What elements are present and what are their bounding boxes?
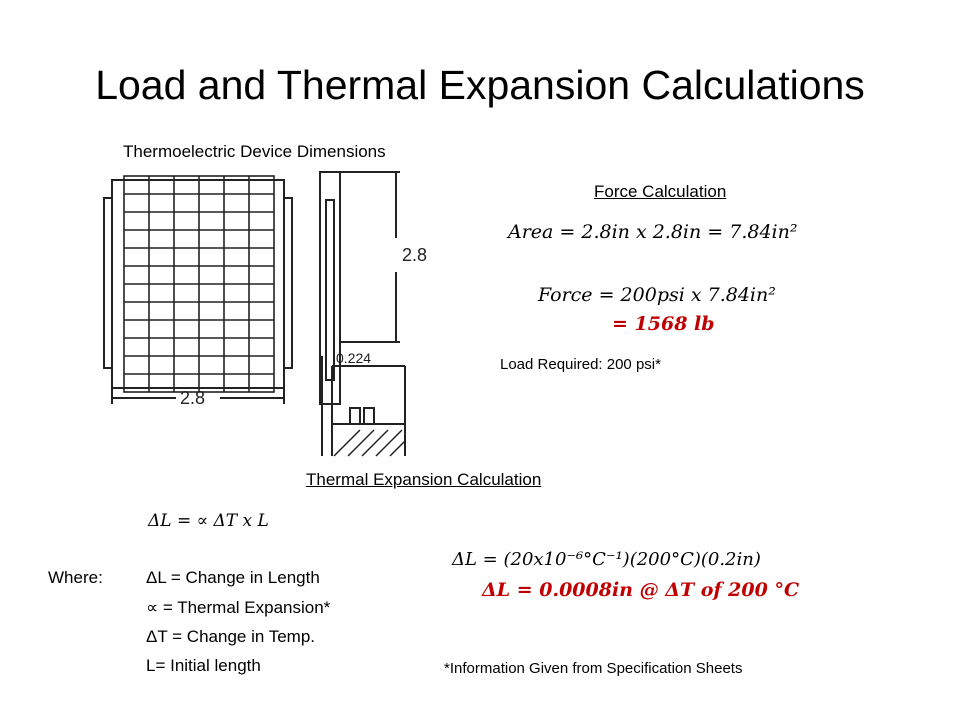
- device-dimensions-drawing: [100, 160, 445, 460]
- thermal-calc-equation: ΔL = (20x10⁻⁶°C⁻¹)(200°C)(0.2in): [452, 549, 761, 570]
- thickness-dimension-label: 0.224: [336, 350, 372, 366]
- height-dimension-label: 2.8: [402, 245, 428, 265]
- front-view-cell-grid: [124, 176, 274, 392]
- where-label: Where:: [48, 568, 103, 587]
- force-calc-heading: Force Calculation: [594, 182, 727, 201]
- footnote: *Information Given from Specification Sheets: [444, 660, 743, 677]
- load-required-note: Load Required: 200 psi*: [500, 356, 661, 373]
- thermal-calc-result: ΔL = 0.0008in @ ΔT of 200 °C: [482, 579, 800, 601]
- side-view-slot: [326, 200, 334, 380]
- slide-title: Load and Thermal Expansion Calculations: [95, 62, 865, 108]
- area-equation: Area = 2.8in x 2.8in = 7.84in²: [508, 221, 798, 243]
- definition-length: L= Initial length: [146, 656, 261, 675]
- front-view-left-flange: [104, 198, 112, 368]
- force-result: = 1568 lb: [612, 313, 715, 335]
- definition-delta-t: ΔT = Change in Temp.: [146, 627, 316, 646]
- front-view-right-flange: [284, 198, 292, 368]
- definition-alpha: ∝ = Thermal Expansion*: [146, 598, 331, 617]
- thermal-formula: ΔL = ∝ ΔT x L: [148, 511, 269, 531]
- thermal-calc-heading: Thermal Expansion Calculation: [306, 470, 542, 489]
- force-equation: Force = 200psi x 7.84in²: [538, 284, 776, 306]
- detail-view-hatching: [334, 430, 405, 456]
- device-figure-caption: Thermoelectric Device Dimensions: [123, 142, 386, 161]
- width-dimension-label: 2.8: [180, 388, 206, 408]
- definition-delta-l: ΔL = Change in Length: [146, 568, 320, 587]
